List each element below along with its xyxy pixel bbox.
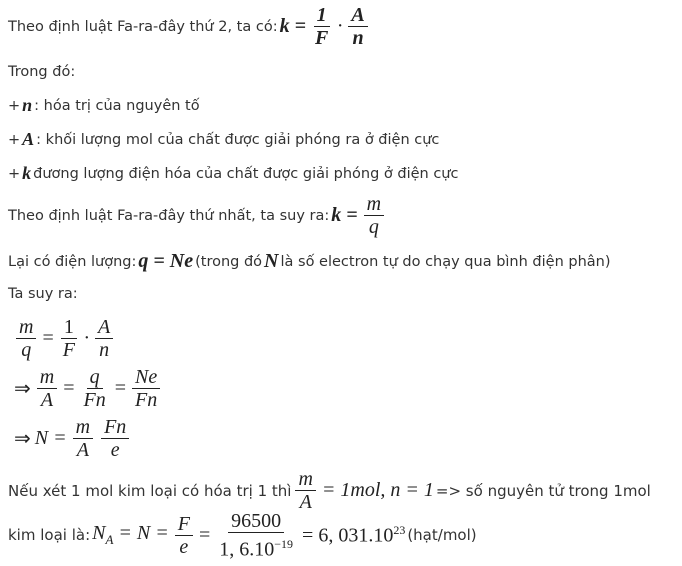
text: Trong đó: bbox=[8, 64, 76, 80]
fraction bbox=[348, 4, 367, 49]
math: N bbox=[92, 522, 106, 545]
exponent: 23 bbox=[393, 523, 406, 537]
text: Ta suy ra: bbox=[8, 286, 78, 302]
denominator: A bbox=[40, 389, 54, 411]
text: đương lượng điện hóa của chất được giải phóng ở điện cực bbox=[33, 165, 459, 182]
numerator: m bbox=[73, 416, 93, 439]
line-k-def bbox=[8, 163, 458, 184]
numerator: A bbox=[348, 4, 367, 27]
numerator: m bbox=[364, 193, 384, 216]
math: A bbox=[22, 129, 35, 149]
denominator: F bbox=[315, 27, 329, 49]
denominator: A bbox=[299, 491, 312, 513]
numerator: A bbox=[95, 316, 113, 339]
fraction bbox=[81, 366, 109, 411]
equation-3 bbox=[12, 416, 133, 461]
fraction bbox=[37, 366, 57, 411]
denominator: q bbox=[368, 216, 379, 238]
line-n-def bbox=[8, 95, 200, 116]
denominator: e bbox=[179, 535, 189, 558]
text: : khối lượng mol của chất được giải phóng ra ở điện cực bbox=[36, 131, 440, 148]
text: là số electron tự do chạy qua bình điện phân) bbox=[280, 253, 611, 270]
math: = bbox=[198, 523, 211, 546]
denominator: A bbox=[76, 439, 89, 461]
math: k = bbox=[331, 204, 358, 226]
text: : hóa trị của nguyên tố bbox=[34, 97, 200, 114]
equation-2 bbox=[12, 366, 164, 411]
text: Nếu xét 1 mol kim loại có hóa trị 1 thì bbox=[8, 481, 292, 500]
denominator: n bbox=[352, 27, 364, 49]
line-charge bbox=[8, 250, 611, 273]
denominator: F bbox=[62, 339, 75, 361]
denominator: e bbox=[110, 439, 120, 461]
denominator: n bbox=[99, 339, 110, 361]
line-faraday-second-law bbox=[8, 4, 372, 49]
denominator: Fn bbox=[83, 389, 106, 411]
fraction bbox=[216, 510, 296, 561]
math: · bbox=[83, 327, 89, 349]
text: + bbox=[8, 97, 21, 114]
math: = 6, 031.10 bbox=[302, 524, 394, 547]
text: Theo định luật Fa-ra-đây thứ nhất, ta suy ra: bbox=[8, 207, 330, 224]
line-where bbox=[8, 64, 75, 80]
numerator: 96500 bbox=[228, 510, 284, 533]
numerator: F bbox=[175, 513, 193, 536]
implies-icon: ⇒ bbox=[14, 428, 31, 450]
equation-1 bbox=[12, 316, 117, 361]
numerator: m bbox=[16, 316, 36, 339]
text: Theo định luật Fa-ra-đây thứ 2, ta có: bbox=[8, 18, 278, 35]
line-one-mol bbox=[8, 468, 651, 513]
fraction bbox=[132, 366, 160, 411]
line-avogadro bbox=[8, 510, 477, 561]
math: n bbox=[22, 95, 33, 115]
math: N = bbox=[34, 427, 67, 449]
line-a-def bbox=[8, 129, 439, 150]
math: = bbox=[42, 327, 54, 349]
numerator: m bbox=[37, 366, 57, 389]
math: = 1mol, n = 1 bbox=[321, 479, 434, 501]
text: (trong đó bbox=[195, 253, 263, 270]
numerator: Fn bbox=[101, 416, 129, 439]
numerator: 1 bbox=[314, 4, 330, 27]
text: + bbox=[8, 131, 21, 148]
fraction bbox=[16, 316, 36, 361]
math: q = Ne bbox=[138, 250, 194, 272]
math: · bbox=[337, 15, 343, 37]
math: k = bbox=[279, 15, 306, 37]
text: => số nguyên tử trong 1mol bbox=[435, 481, 651, 500]
math: N bbox=[264, 250, 279, 272]
numerator: 1 bbox=[61, 316, 77, 339]
math: = bbox=[63, 377, 75, 399]
fraction bbox=[95, 316, 113, 361]
math: k bbox=[22, 163, 32, 183]
fraction bbox=[60, 316, 78, 361]
text: Lại có điện lượng: bbox=[8, 253, 137, 270]
fraction bbox=[364, 193, 384, 238]
fraction bbox=[312, 4, 331, 49]
fraction bbox=[295, 468, 315, 513]
implies-icon: ⇒ bbox=[14, 378, 31, 400]
math: = bbox=[114, 377, 126, 399]
exponent: −19 bbox=[274, 537, 294, 551]
denominator: 1, 6.10 bbox=[219, 538, 275, 561]
numerator: q bbox=[87, 366, 103, 389]
text: kim loại là: bbox=[8, 526, 91, 545]
text: + bbox=[8, 165, 21, 182]
denominator: Fn bbox=[135, 389, 158, 411]
text: (hạt/mol) bbox=[407, 526, 477, 545]
numerator: Ne bbox=[132, 366, 160, 389]
numerator: m bbox=[295, 468, 315, 491]
math: = N = bbox=[113, 522, 169, 545]
subscript: A bbox=[105, 532, 114, 548]
line-faraday-first-law bbox=[8, 193, 388, 238]
denominator: q bbox=[21, 339, 32, 361]
fraction bbox=[73, 416, 93, 461]
fraction bbox=[101, 416, 129, 461]
line-derive bbox=[8, 286, 78, 302]
fraction bbox=[175, 513, 193, 558]
